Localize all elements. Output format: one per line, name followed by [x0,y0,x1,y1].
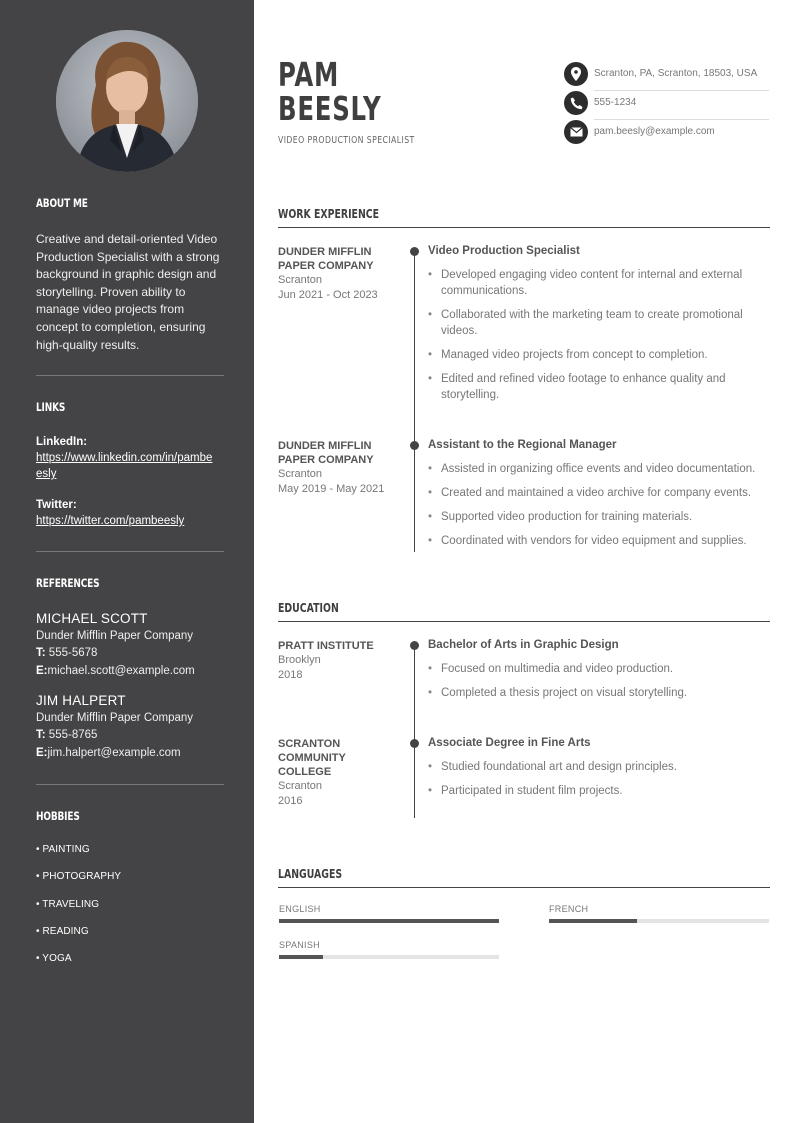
education-entry-details [428,639,770,709]
section-rule [278,227,770,228]
reference-email: E:jim.halpert@example.com [36,747,181,759]
hobby-item: • PAINTING [36,844,90,855]
job-dates: Jun 2021 - Oct 2023 [278,288,378,301]
link-url[interactable]: https://twitter.com/pambeesly [36,515,185,527]
hobby-item: • READING [36,926,89,937]
job-location: Scranton [278,274,323,286]
bullet-list [428,267,770,403]
bullet-item: • Coordinated with vendors for video equipment and supplies. [428,533,770,549]
link-label: LinkedIn: [36,436,88,448]
bullet-item: • Participated in student film projects. [428,783,770,799]
degree: Bachelor of Arts in Graphic Design [428,639,619,651]
sidebar [0,0,254,1123]
work-entry-meta [278,439,398,496]
reference-company: Dunder Mifflin Paper Company [36,712,194,724]
job-dates: May 2019 - May 2021 [278,482,385,495]
work-experience-heading: WORK EXPERIENCE [278,207,380,221]
reference-company: Dunder Mifflin Paper Company [36,630,194,642]
education-entry-meta [278,639,398,682]
degree: Associate Degree in Fine Arts [428,737,591,749]
timeline-dot [410,441,419,450]
job-role: Video Production Specialist [428,245,580,257]
education-entry-meta [278,737,398,808]
link-url[interactable]: https://www.linkedin.com/in/pambeesly [36,452,213,480]
language-name: SPANISH [279,940,320,950]
divider [36,375,224,376]
education-heading: EDUCATION [278,601,339,615]
language-item [549,904,769,923]
divider [36,551,224,552]
job-title: VIDEO PRODUCTION SPECIALIST [278,135,415,146]
school-location: Scranton [278,780,323,792]
reference-phone: T: 555-5678 [36,647,98,659]
language-level-bar [279,919,499,923]
hobbies-heading: HOBBIES [36,809,80,823]
reference-item [36,693,224,762]
job-role: Assistant to the Regional Manager [428,439,617,451]
hobby-item: • PHOTOGRAPHY [36,871,122,882]
section-rule [278,887,770,888]
language-level-bar [549,919,769,923]
school-dates: 2018 [278,668,303,681]
language-item [279,940,499,959]
timeline-dot [410,247,419,256]
school-dates: 2016 [278,794,303,807]
timeline-line [414,250,415,552]
education-entry-details [428,737,770,807]
hobby-item: • TRAVELING [36,899,100,910]
bullet-item: • Studied foundational art and design principles. [428,759,770,775]
phone-icon [564,91,588,115]
work-entry-details [428,439,770,557]
links-heading: LINKS [36,400,66,414]
candidate-name: PAM BEESLY [278,55,382,128]
section-rule [278,621,770,622]
contact-phone: 555-1234 [564,91,769,120]
profile-photo [56,30,198,172]
bullet-item: • Collaborated with the marketing team to create promotional videos. [428,307,770,339]
work-entry-meta [278,245,398,302]
contact-address: Scranton, PA, Scranton, 18503, USA [564,62,769,91]
language-name: ENGLISH [279,904,321,914]
timeline-dot [410,739,419,748]
company-name: DUNDER MIFFLIN PAPER COMPANY [278,246,374,272]
reference-email: E:michael.scott@example.com [36,665,195,677]
about-text: Creative and detail-oriented Video Production Specialist with a strong background in graphic design and storytelling. Proven ability to manage video projects from concept to completion, ensuring high-quality results. [36,232,220,352]
school-location: Brooklyn [278,654,321,666]
bullet-list [428,759,770,799]
bullet-item: • Focused on multimedia and video production. [428,661,770,677]
bullet-item: • Assisted in organizing office events and video documentation. [428,461,770,477]
timeline-dot [410,641,419,650]
link-linkedin [36,436,224,482]
bullet-item: • Supported video production for training materials. [428,509,770,525]
about-heading: ABOUT ME [36,196,88,210]
work-entry-details [428,245,770,411]
bullet-item: • Managed video projects from concept to completion. [428,347,770,363]
timeline-line [414,644,415,818]
divider [36,784,224,785]
language-name: FRENCH [549,904,589,914]
reference-name: JIM HALPERT [36,693,126,708]
reference-phone: T: 555-8765 [36,729,98,741]
bullet-item: • Edited and refined video footage to enhance quality and storytelling. [428,371,770,403]
school-name: PRATT INSTITUTE [278,640,374,652]
bullet-item: • Completed a thesis project on visual storytelling. [428,685,770,701]
contact-email: pam.beesly@example.com [564,120,769,149]
bullet-list [428,661,770,701]
job-location: Scranton [278,468,323,480]
company-name: DUNDER MIFFLIN PAPER COMPANY [278,440,374,466]
reference-item [36,611,224,680]
reference-name: MICHAEL SCOTT [36,611,148,626]
language-level-bar [279,955,499,959]
school-name: SCRANTON COMMUNITY COLLEGE [278,738,346,778]
hobby-item: • YOGA [36,953,72,964]
language-item [279,904,499,923]
link-twitter [36,499,224,529]
bullet-item: • Developed engaging video content for internal and external communications. [428,267,770,299]
link-label: Twitter: [36,499,77,511]
email-icon [564,120,588,144]
languages-heading: LANGUAGES [278,867,343,881]
location-pin-icon [564,62,588,86]
bullet-item: • Created and maintained a video archive for company events. [428,485,770,501]
references-heading: REFERENCES [36,576,100,590]
bullet-list [428,461,770,549]
